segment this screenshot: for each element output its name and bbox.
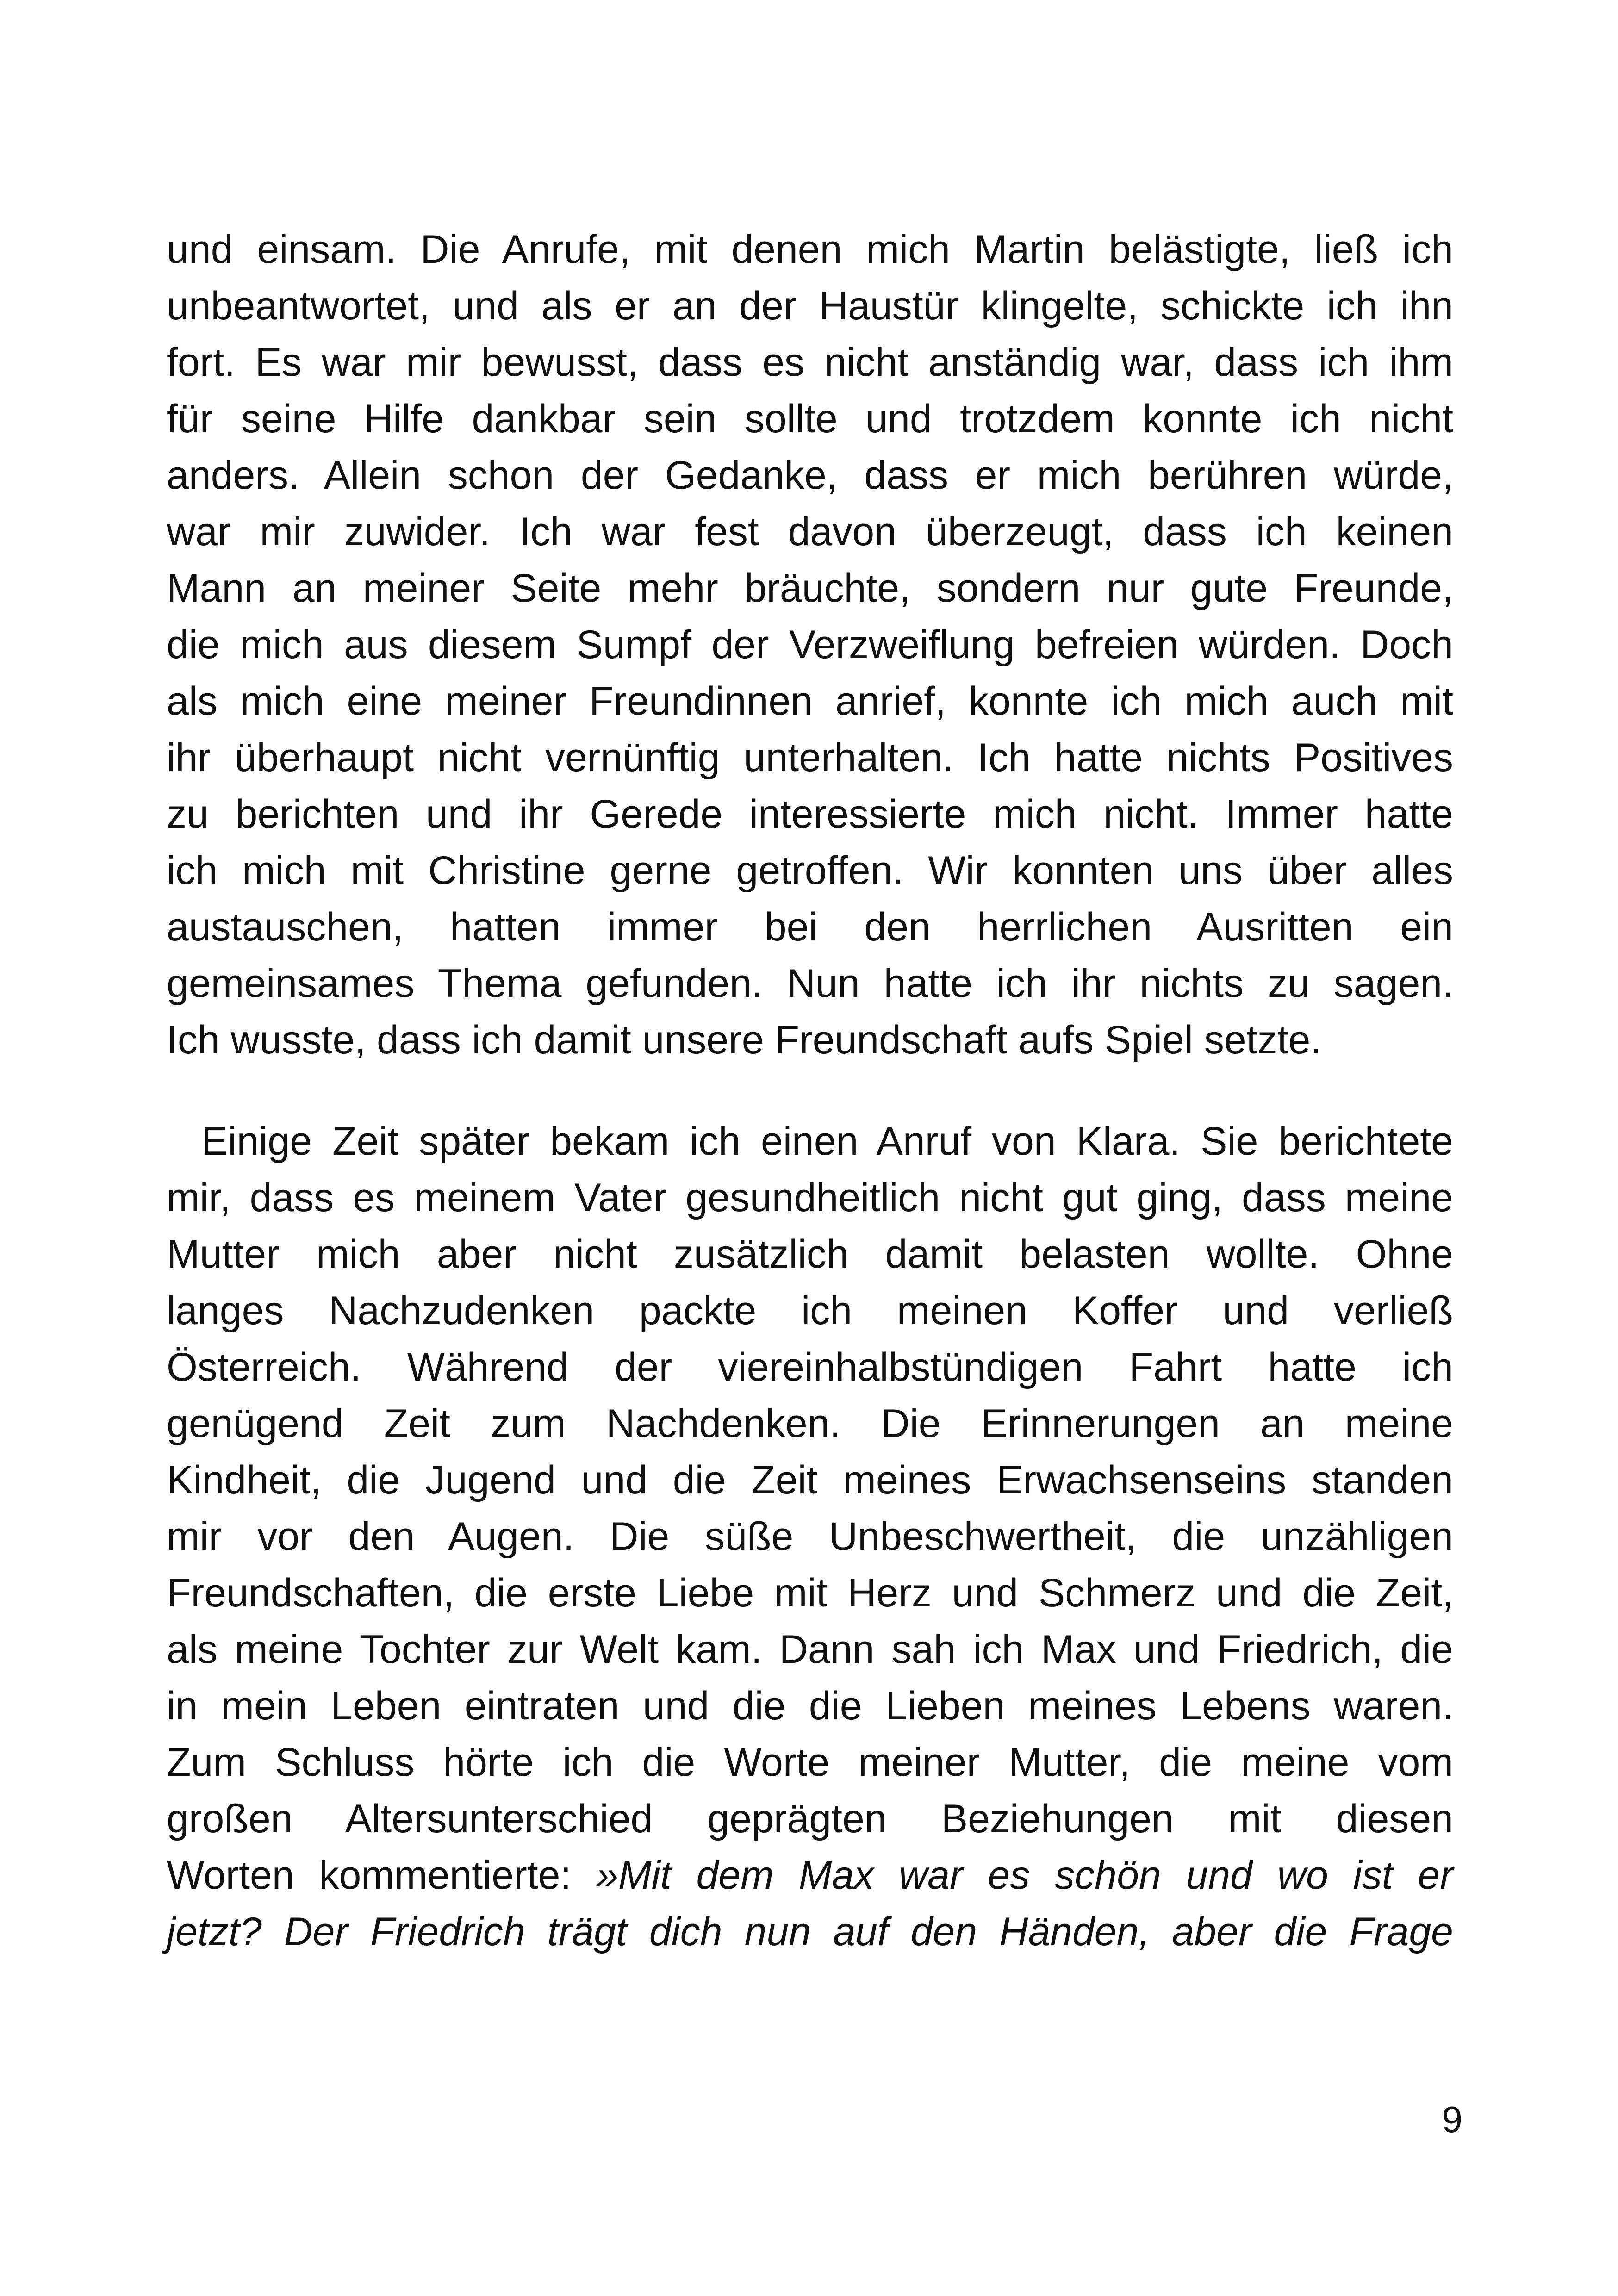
text-line: genügend Zeit zum Nachdenken. Die Erinnerungen an meine bbox=[167, 1401, 1453, 1446]
text-line: Kindheit, die Jugend und die Zeit meines Erwachsenseins standen bbox=[167, 1458, 1453, 1502]
text-line: als meine Tochter zur Welt kam. Dann sah ich Max und Friedrich, die bbox=[167, 1627, 1453, 1672]
text-line: für seine Hilfe dankbar sein sollte und trotzdem konnte ich nicht bbox=[167, 397, 1453, 441]
text-line: gemeinsames Thema gefunden. Nun hatte ich ihr nichts zu sagen. bbox=[167, 961, 1453, 1006]
text-line: mir, dass es meinem Vater gesundheitlich nicht gut ging, dass meine bbox=[167, 1176, 1453, 1220]
text-line: ihr überhaupt nicht vernünftig unterhalten. Ich hatte nichts Positives bbox=[167, 735, 1453, 780]
paragraph-2 bbox=[167, 1113, 1453, 1960]
text-line: und einsam. Die Anrufe, mit denen mich Martin belästigte, ließ ich bbox=[167, 227, 1453, 272]
text-line: mir vor den Augen. Die süße Unbeschwertheit, die unzähligen bbox=[167, 1514, 1453, 1559]
text-line: unbeantwortet, und als er an der Haustür klingelte, schickte ich ihn bbox=[167, 284, 1453, 328]
text-line: Österreich. Während der viereinhalbstündigen Fahrt hatte ich bbox=[167, 1345, 1453, 1389]
text-line: Ich wusste, dass ich damit unsere Freundschaft aufs Spiel setzte. bbox=[167, 1018, 1322, 1062]
text-line: Zum Schluss hörte ich die Worte meiner Mutter, die meine vom bbox=[167, 1740, 1453, 1785]
text-line: langes Nachzudenken packte ich meinen Koffer und verließ bbox=[167, 1288, 1453, 1333]
text-line: als mich eine meiner Freundinnen anrief, konnte ich mich auch mit bbox=[167, 679, 1453, 723]
text-line-plain-part: Worten kommentierte: bbox=[167, 1853, 597, 1898]
page-number: 9 bbox=[1442, 2099, 1462, 2140]
paragraph-1 bbox=[167, 221, 1453, 1068]
text-line: war mir zuwider. Ich war fest davon überzeugt, dass ich keinen bbox=[167, 510, 1453, 554]
text-line: ich mich mit Christine gerne getroffen. Wir konnten uns über alles bbox=[167, 848, 1453, 893]
text-line: in mein Leben eintraten und die die Lieben meines Lebens waren. bbox=[167, 1684, 1453, 1728]
text-line: Mutter mich aber nicht zusätzlich damit belasten wollte. Ohne bbox=[167, 1232, 1453, 1276]
text-line: Einige Zeit später bekam ich einen Anruf von Klara. Sie berichtete bbox=[201, 1119, 1453, 1164]
text-line-mixed bbox=[167, 1847, 1453, 1904]
text-line: fort. Es war mir bewusst, dass es nicht anständig war, dass ich ihm bbox=[167, 340, 1453, 385]
text-line: zu berichten und ihr Gerede interessierte mich nicht. Immer hatte bbox=[167, 792, 1453, 836]
text-line: anders. Allein schon der Gedanke, dass er mich berühren würde, bbox=[167, 453, 1453, 498]
quote-italic-start: »Mit dem Max war es schön und wo ist er bbox=[596, 1853, 1453, 1898]
quote-italic-line: jetzt? Der Friedrich trägt dich nun auf den Händen, aber die Frage bbox=[167, 1910, 1453, 1954]
text-line: Freundschaften, die erste Liebe mit Herz und Schmerz und die Zeit, bbox=[167, 1571, 1453, 1615]
text-line: großen Altersunterschied geprägten Beziehungen mit diesen bbox=[167, 1797, 1453, 1841]
text-line: austauschen, hatten immer bei den herrlichen Ausritten ein bbox=[167, 905, 1453, 949]
text-line: die mich aus diesem Sumpf der Verzweiflung befreien würden. Doch bbox=[167, 622, 1453, 667]
text-line: Mann an meiner Seite mehr bräuchte, sondern nur gute Freunde, bbox=[167, 566, 1453, 610]
